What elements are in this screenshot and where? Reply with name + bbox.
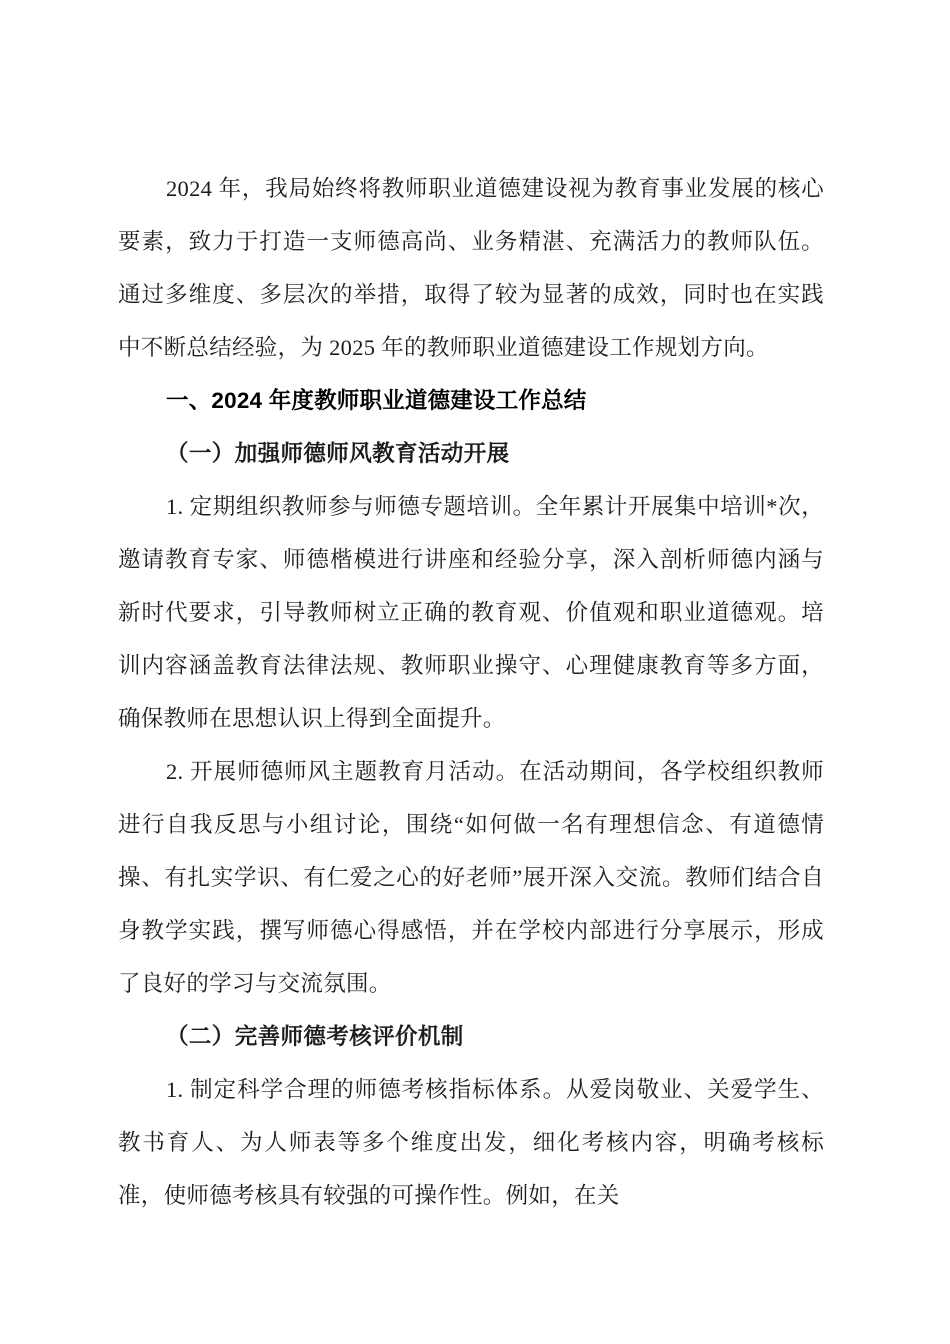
list-item-1-1-2: 2. 开展师德师风主题教育月活动。在活动期间，各学校组织教师进行自我反思与小组讨论，围绕“如何做一名有理想信念、有道德情操、有扎实学识、有仁爱之心的好老师”展开深入交流。教师们结合自身教学实践，撰写师德心得感悟，并在学校内部进行分享展示，形成了良好的学习与交流氛围。	[118, 759, 824, 996]
list-item-1-2-1: 1. 制定科学合理的师德考核指标体系。从爱岗敬业、关爱学生、教书育人、为人师表等多个维度出发，细化考核内容，明确考核标准，使师德考核具有较强的可操作性。例如，在关	[118, 1077, 824, 1208]
subsection-heading-1-1: （一）加强师德师风教育活动开展	[166, 441, 510, 466]
subsection-heading-1-2: （二）完善师德考核评价机制	[166, 1024, 464, 1049]
list-item-1-1-1: 1. 定期组织教师参与师德专题培训。全年累计开展集中培训*次，邀请教育专家、师德楷模进行讲座和经验分享，深入剖析师德内涵与新时代要求，引导教师树立正确的教育观、价值观和职业道德观。培训内容涵盖教育法律法规、教师职业操守、心理健康教育等多方面，确保教师在思想认识上得到全面提升。	[118, 494, 824, 731]
document-body	[118, 118, 824, 1222]
section-heading-1: 一、2024 年度教师职业道德建设工作总结	[166, 388, 587, 413]
intro-paragraph: 2024 年，我局始终将教师职业道德建设视为教育事业发展的核心要素，致力于打造一支师德高尚、业务精湛、充满活力的教师队伍。通过多维度、多层次的举措，取得了较为显著的成效，同时也在实践中不断总结经验，为 2025 年的教师职业道德建设工作规划方向。	[118, 176, 824, 360]
